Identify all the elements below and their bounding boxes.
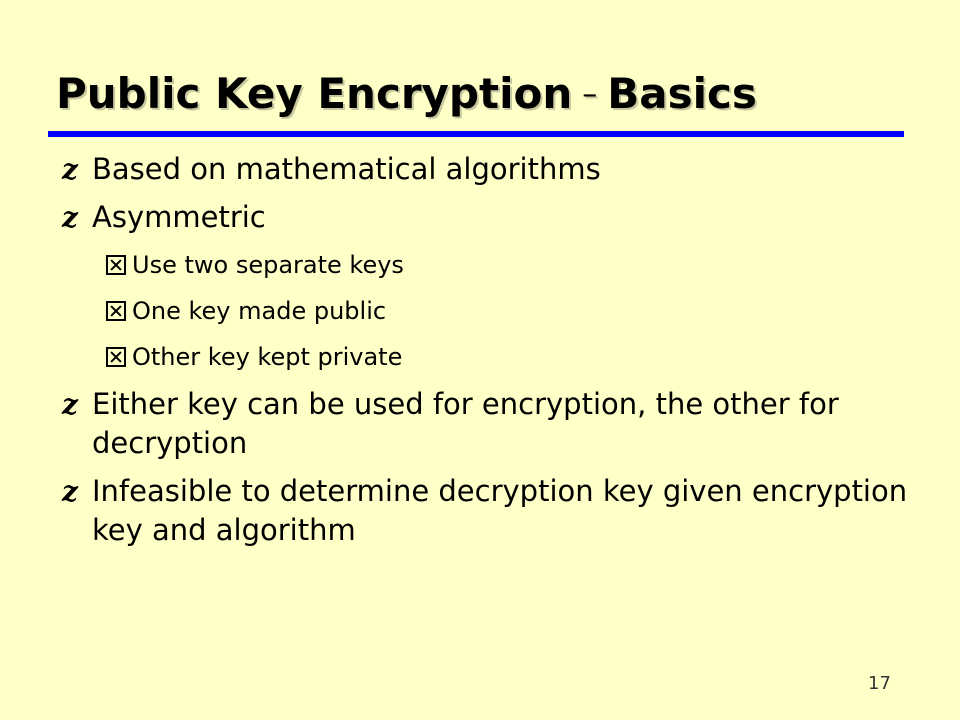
title-dash: – (582, 77, 598, 112)
boxed-y-bullet-icon (106, 255, 126, 275)
bullet-text: Based on mathematical algorithms (92, 152, 601, 186)
sub-bullet-text: Use two separate keys (132, 251, 404, 279)
bullet-item (58, 472, 908, 550)
title-sub: Basics (607, 69, 757, 118)
z-bullet-icon: z (62, 153, 78, 186)
bullet-list (58, 150, 908, 550)
title-main: Public Key Encryption (56, 69, 573, 118)
slide-title (56, 66, 757, 127)
bullet-item (58, 385, 908, 463)
sub-bullet-item (58, 295, 908, 327)
sub-bullet-text: One key made public (132, 297, 387, 325)
sub-bullet-item (58, 249, 908, 281)
boxed-y-bullet-icon (106, 347, 126, 367)
bullet-text: Asymmetric (92, 200, 266, 234)
boxed-y-bullet-icon (106, 301, 126, 321)
sub-bullet-text: Other key kept private (132, 343, 403, 371)
bullet-text: Infeasible to determine decryption key given encryption key and algorithm (92, 474, 908, 547)
z-bullet-icon: z (62, 388, 78, 421)
bullet-item (58, 198, 908, 237)
page-number: 17 (868, 673, 891, 694)
sub-bullet-item (58, 341, 908, 373)
z-bullet-icon: z (62, 201, 78, 234)
title-underline (48, 131, 904, 137)
bullet-item (58, 150, 908, 189)
z-bullet-icon: z (62, 475, 78, 508)
bullet-text: Either key can be used for encryption, the other for decryption (92, 387, 839, 460)
